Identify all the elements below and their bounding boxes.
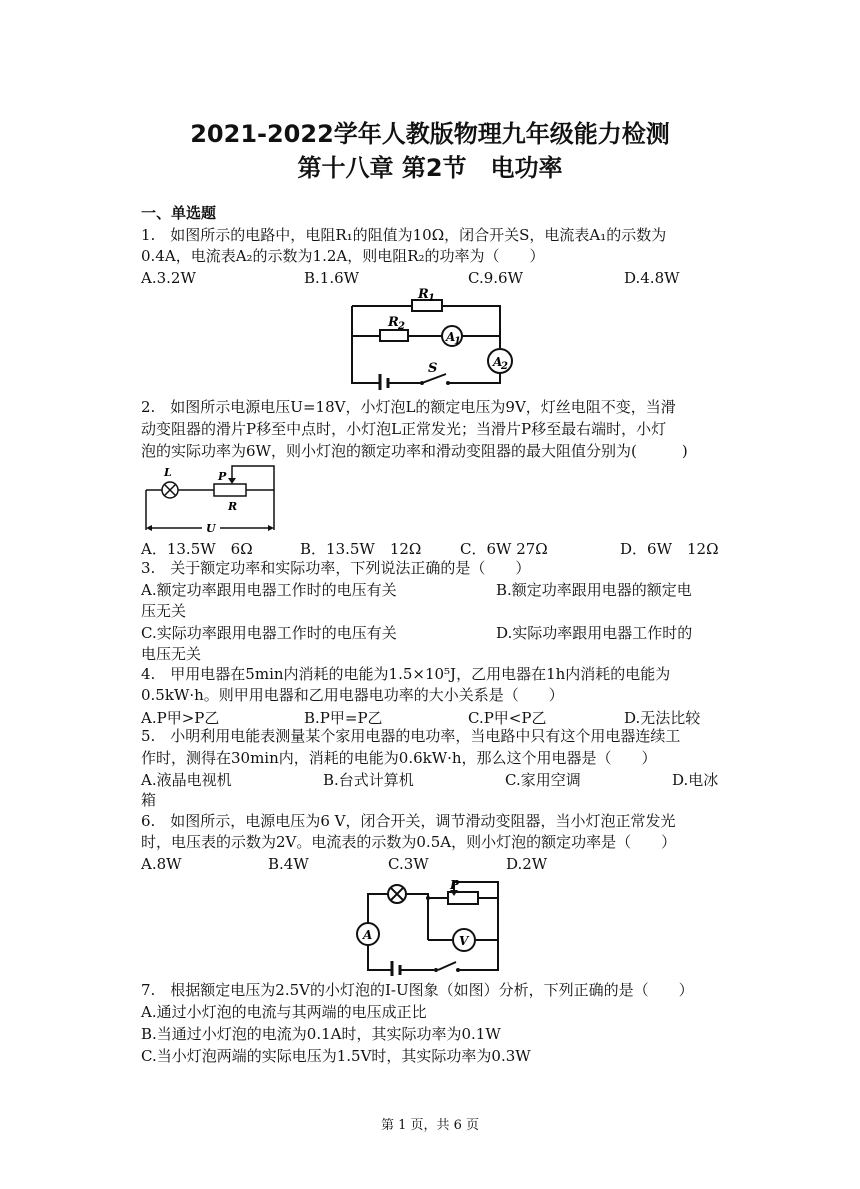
q1-option-a: A.3.2W bbox=[141, 269, 196, 287]
q2-line-1: 2. 如图所示电源电压U=18V，小灯泡L的额定电压为9V，灯丝电阻不变，当滑 bbox=[141, 398, 676, 416]
q5-option-c: C.家用空调 bbox=[505, 771, 581, 789]
q6-circuit-figure bbox=[350, 876, 510, 976]
page-footer: 第 1 页，共 6 页 bbox=[380, 1118, 480, 1133]
q6-slider-label: P bbox=[450, 878, 460, 892]
q3-option-b: B.额定功率跟用电器的额定电 bbox=[496, 581, 692, 599]
q7-option-c: C.当小灯泡两端的实际电压为1.5V时，其实际功率为0.3W bbox=[141, 1047, 531, 1065]
a1-sub: 1 bbox=[454, 336, 461, 347]
q1-line-2: 0.4A，电流表A₂的示数为1.2A，则电阻R₂的功率为（ ） bbox=[141, 247, 545, 265]
q2-option-d: D．6W 12Ω bbox=[620, 540, 719, 558]
q2-line-3: 泡的实际功率为6W，则小灯泡的额定功率和滑动变阻器的最大阻值分别为( ) bbox=[141, 442, 688, 460]
q5-line-2: 作时，测得在30min内，消耗的电能为0.6kW·h，那么这个用电器是（ ） bbox=[141, 749, 657, 767]
q5-option-d: D.电冰 bbox=[672, 771, 719, 789]
ammeter-label: A bbox=[363, 928, 373, 942]
r2-sub: 2 bbox=[398, 321, 405, 332]
q6-option-b: B.4W bbox=[268, 855, 309, 873]
q6-option-d: D.2W bbox=[506, 855, 548, 873]
q1-line-1: 1. 如图所示的电路中，电阻R₁的阻值为10Ω，闭合开关S，电流表A₁的示数为 bbox=[141, 226, 667, 244]
r1-sub: 1 bbox=[428, 293, 435, 304]
q6-line-2: 时，电压表的示数为2V。电流表的示数为0.5A，则小灯泡的额定功率是（ ） bbox=[141, 833, 677, 851]
q3-option-d: D.实际功率跟用电器工作时的 bbox=[496, 624, 693, 642]
slider-label: P bbox=[218, 470, 227, 483]
doc-title: 2021-2022学年人教版物理九年级能力检测 bbox=[190, 120, 670, 148]
q1-option-b: B.1.6W bbox=[304, 269, 360, 287]
q6-option-a: A.8W bbox=[141, 855, 182, 873]
a2-label: A bbox=[493, 355, 503, 369]
q3-line-1: 3. 关于额定功率和实际功率，下列说法正确的是（ ） bbox=[141, 559, 531, 577]
voltmeter-label: V bbox=[459, 934, 469, 948]
q2-option-c: C．6W 27Ω bbox=[460, 540, 548, 558]
q3-option-b-wrap: 压无关 bbox=[141, 602, 187, 620]
q4-line-1: 4. 甲用电器在5min内消耗的电能为1.5×10⁵J，乙用电器在1h内消耗的电能为 bbox=[141, 665, 671, 683]
q4-option-d: D.无法比较 bbox=[624, 709, 701, 727]
q3-option-a: A.额定功率跟用电器工作时的电压有关 bbox=[141, 581, 397, 599]
a1-label: A bbox=[446, 330, 456, 344]
q6-option-c: C.3W bbox=[388, 855, 429, 873]
q3-option-d-wrap: 电压无关 bbox=[141, 645, 202, 663]
q1-option-c: C.9.6W bbox=[468, 269, 523, 287]
section-heading: 一、单选题 bbox=[141, 204, 217, 222]
q2-option-b: B．13.5W 12Ω bbox=[300, 540, 422, 558]
q3-option-c: C.实际功率跟用电器工作时的电压有关 bbox=[141, 624, 397, 642]
q1-option-d: D.4.8W bbox=[624, 269, 680, 287]
q2-circuit-figure bbox=[140, 460, 282, 538]
q7-option-a: A.通过小灯泡的电流与其两端的电压成正比 bbox=[141, 1003, 427, 1021]
q2-line-2: 动变阻器的滑片P移至中点时，小灯泡L正常发光；当滑片P移至最右端时，小灯 bbox=[141, 420, 667, 438]
doc-subtitle: 第十八章 第2节 电功率 bbox=[297, 154, 563, 182]
q4-line-2: 0.5kW·h。则甲用电器和乙用电器电功率的大小关系是（ ） bbox=[141, 686, 564, 704]
rheostat-label: R bbox=[228, 500, 238, 513]
q4-option-a: A.P甲>P乙 bbox=[141, 709, 220, 727]
q4-option-b: B.P甲=P乙 bbox=[304, 709, 383, 727]
a2-sub: 2 bbox=[501, 361, 508, 372]
voltage-label: U bbox=[206, 522, 216, 535]
q7-option-b: B.当通过小灯泡的电流为0.1A时，其实际功率为0.1W bbox=[141, 1025, 501, 1043]
switch-label: S bbox=[428, 361, 438, 376]
q1-circuit-figure bbox=[342, 288, 518, 390]
q4-option-c: C.P甲<P乙 bbox=[468, 709, 547, 727]
q7-line-1: 7. 根据额定电压为2.5V的小灯泡的I-U图象（如图）分析，下列正确的是（ ） bbox=[141, 981, 694, 999]
q6-line-1: 6. 如图所示，电源电压为6 V，闭合开关，调节滑动变阻器，当小灯泡正常发光 bbox=[141, 812, 676, 830]
r1-label: R bbox=[418, 288, 429, 302]
q5-option-b: B.台式计算机 bbox=[323, 771, 414, 789]
q5-option-d-wrap: 箱 bbox=[141, 791, 157, 809]
q5-option-a: A.液晶电视机 bbox=[141, 771, 232, 789]
lamp-label: L bbox=[164, 466, 172, 479]
r2-label: R bbox=[388, 315, 399, 330]
q5-line-1: 5. 小明利用电能表测量某个家用电器的电功率，当电路中只有这个用电器连续工 bbox=[141, 727, 681, 745]
q2-option-a: A．13.5W 6Ω bbox=[141, 540, 253, 558]
